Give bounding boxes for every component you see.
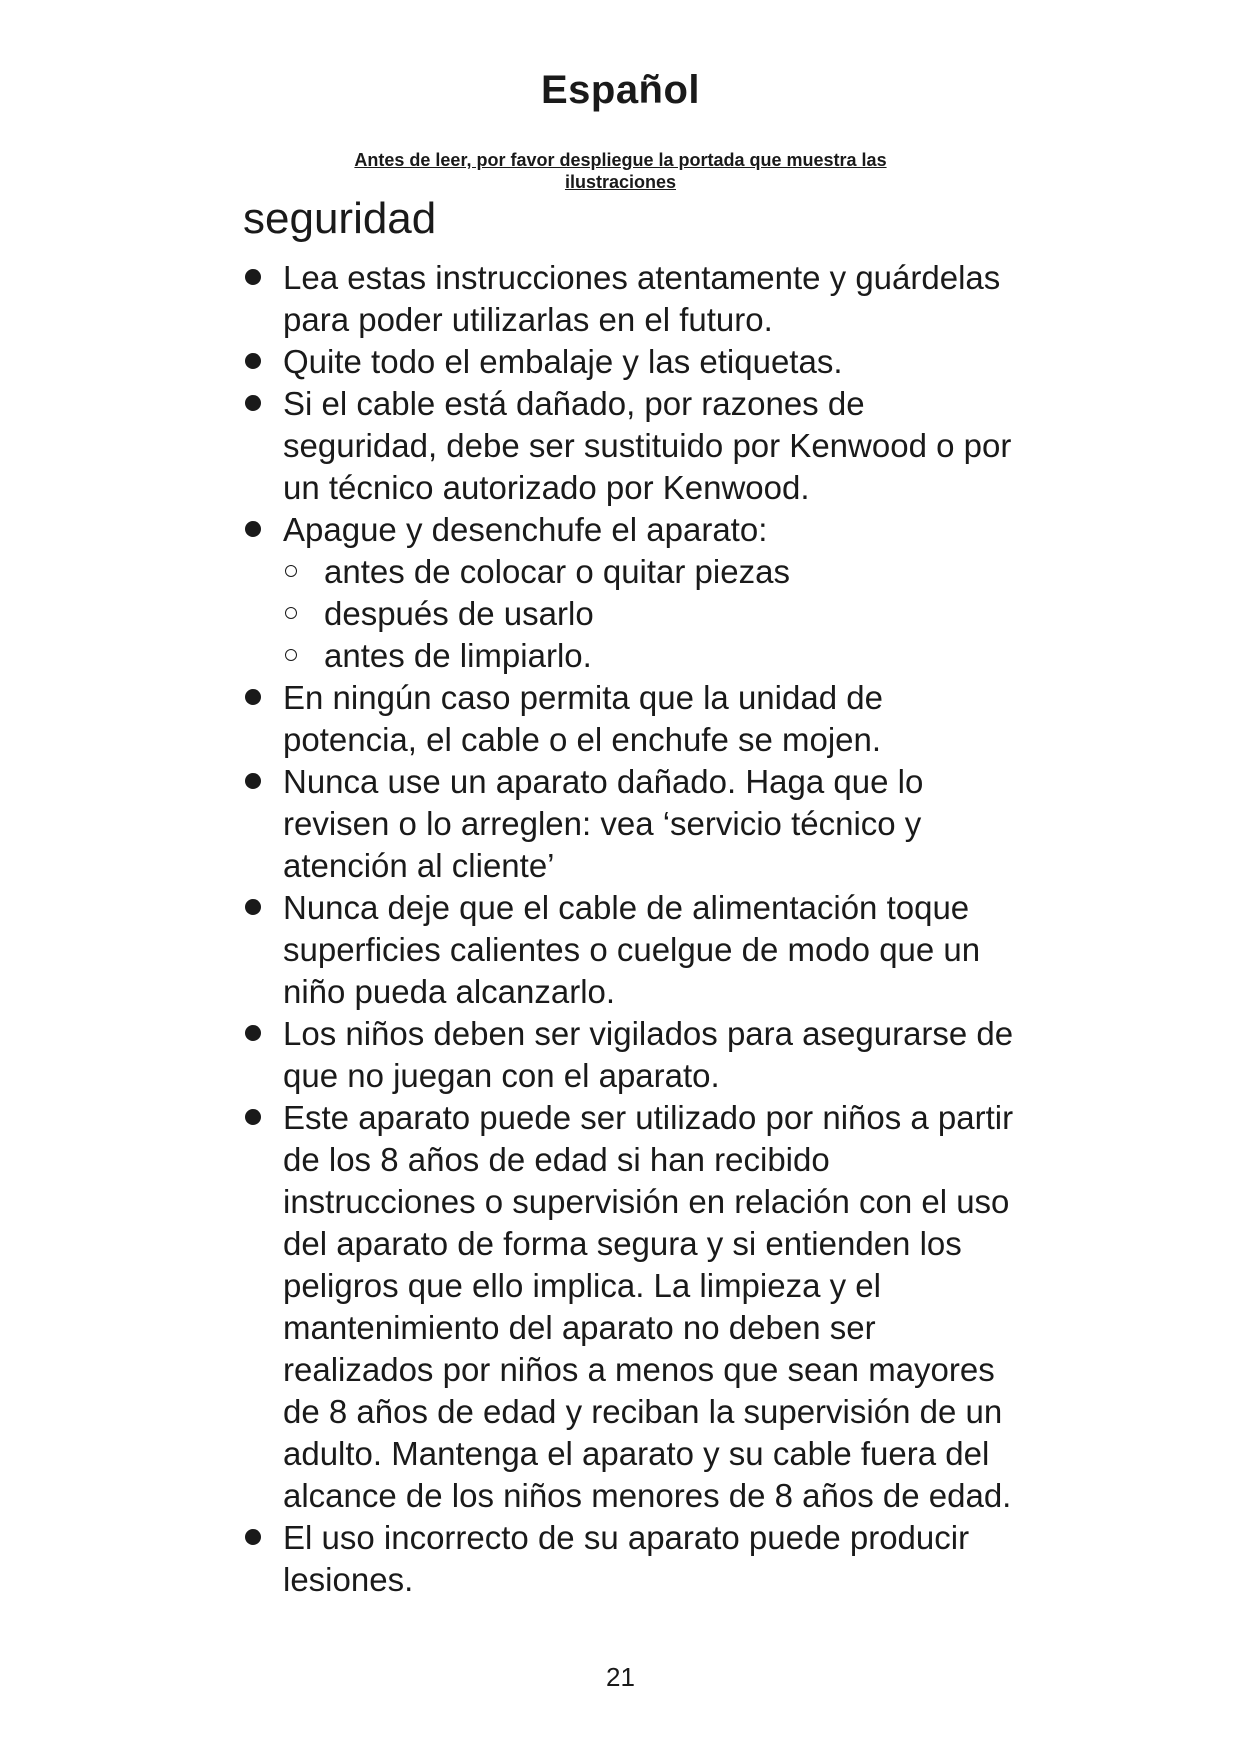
- circle-bullet-icon: [285, 649, 297, 661]
- list-item: [243, 1013, 1023, 1097]
- section-heading: seguridad: [243, 194, 437, 243]
- list-item-text: Nunca deje que el cable de alimentación toque superficies calientes o cuelgue de modo que un niño pueda alcanzarlo.: [283, 889, 981, 1011]
- sub-list-item-text: antes de limpiarlo.: [324, 637, 592, 675]
- list-item: [243, 761, 1023, 887]
- list-item: [243, 1517, 1023, 1601]
- page-number: 21: [606, 1662, 635, 1692]
- sub-list-item-text: después de usarlo: [324, 595, 594, 633]
- list-item: [243, 1097, 1023, 1517]
- list-item: [243, 887, 1023, 1013]
- list-item: [243, 509, 1023, 677]
- list-item-text: Lea estas instrucciones atentamente y guárdelas para poder utilizarlas en el futuro.: [283, 259, 1001, 339]
- list-item: [243, 677, 1023, 761]
- bullet-dot-icon: [245, 395, 261, 411]
- safety-list: [243, 257, 1023, 1601]
- bullet-dot-icon: [245, 521, 261, 537]
- page-subtitle: [300, 149, 941, 193]
- circle-bullet-icon: [285, 565, 297, 577]
- bullet-dot-icon: [245, 773, 261, 789]
- list-item-text: Los niños deben ser vigilados para asegurarse de que no juegan con el aparato.: [283, 1015, 1014, 1095]
- bullet-dot-icon: [245, 353, 261, 369]
- list-item-text: En ningún caso permita que la unidad de potencia, el cable o el enchufe se mojen.: [283, 679, 883, 759]
- list-item: [243, 257, 1023, 341]
- sub-list-item: [283, 551, 1023, 593]
- subtitle-line-2: ilustraciones: [564, 172, 677, 192]
- bullet-dot-icon: [245, 689, 261, 705]
- list-item-text: Si el cable está dañado, por razones de seguridad, debe ser sustituido por Kenwood o por un técnico autorizado por Kenwood.: [283, 385, 1012, 507]
- list-item-text: Quite todo el embalaje y las etiquetas.: [283, 343, 843, 381]
- sub-list-item: [283, 593, 1023, 635]
- list-item: [243, 383, 1023, 509]
- bullet-dot-icon: [245, 1529, 261, 1545]
- safety-section: [243, 195, 1023, 1601]
- list-item-text: Apague y desenchufe el aparato:: [283, 511, 768, 549]
- bullet-dot-icon: [245, 1109, 261, 1125]
- list-item: [243, 341, 1023, 383]
- page-title: Español: [540, 68, 701, 112]
- bullet-dot-icon: [245, 1025, 261, 1041]
- bullet-dot-icon: [245, 269, 261, 285]
- sub-list-item-text: antes de colocar o quitar piezas: [324, 553, 790, 591]
- sub-list: [283, 551, 1023, 677]
- bullet-dot-icon: [245, 899, 261, 915]
- list-item-text: El uso incorrecto de su aparato puede producir lesiones.: [283, 1519, 970, 1599]
- list-item-text: Nunca use un aparato dañado. Haga que lo revisen o lo arreglen: vea ‘servicio técnico y atención al cliente’: [283, 763, 924, 885]
- list-item-text: Este aparato puede ser utilizado por niños a partir de los 8 años de edad si han recibido instrucciones o supervisión en relación con el uso del aparato de forma segura y si entienden los peligros que ello implica. La limpieza y el mantenimiento del aparato no deben ser realizados por niños a menos que sean mayores de 8 años de edad y reciban la supervisión de un adulto. Mantenga el aparato y su cable fuera del alcance de los niños menores de 8 años de edad.: [283, 1099, 1014, 1515]
- subtitle-line-1: Antes de leer, por favor despliegue la portada que muestra las: [354, 150, 887, 170]
- circle-bullet-icon: [285, 607, 297, 619]
- sub-list-item: [283, 635, 1023, 677]
